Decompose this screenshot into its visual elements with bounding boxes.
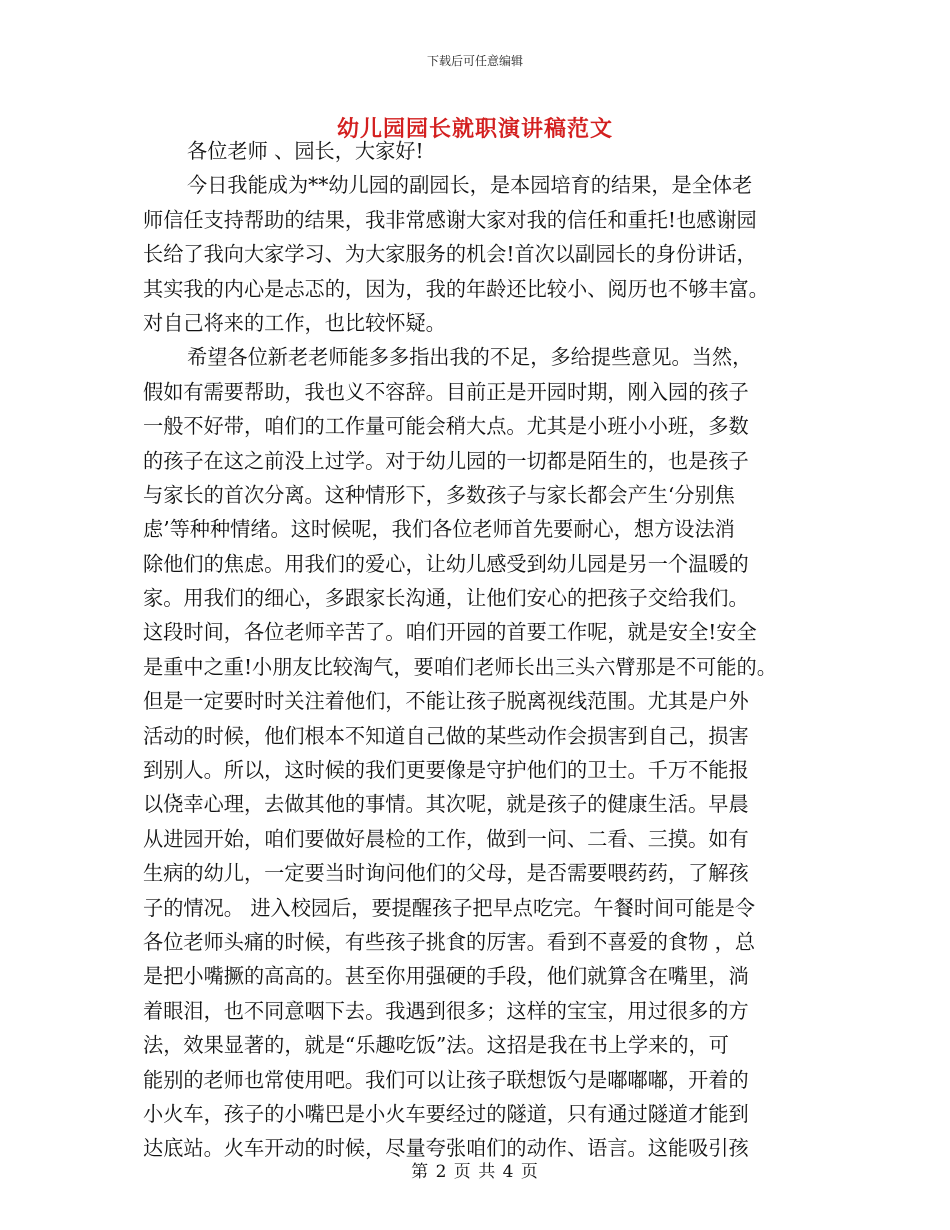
body-line: 各位老师头痛的时候，有些孩子挑食的厉害。看到不喜爱的食物 ，总: [143, 929, 756, 954]
body-line: 虑’等种种情绪。这时候呢，我们各位老师首先要耐心，想方设法消: [143, 517, 735, 542]
document-body: [143, 134, 823, 1166]
body-line: 活动的时候，他们根本不知道自己做的某些动作会损害到自己，损害: [143, 723, 749, 748]
body-line: 生病的幼儿，一定要当时询问他们的父母，是否需要喂药药，了解孩: [143, 861, 749, 886]
body-line: 法，效果显著的，就是“乐趣吃饭”法。这招是我在书上学来的，可: [143, 1033, 729, 1058]
body-line: 这段时间，各位老师辛苦了。咱们开园的首要工作呢，就是安全!安全: [143, 620, 757, 645]
body-line: 能别的老师也常使用吧。我们可以让孩子联想饭勺是嘟嘟嘟，开着的: [143, 1067, 749, 1092]
body-line: 今日我能成为**幼儿园的副园长，是本园培育的结果，是全体老: [187, 173, 753, 198]
page-header-note: 下载后可任意编辑: [426, 54, 523, 68]
body-line: 其实我的内心是忐忑的，因为，我的年龄还比较小、阅历也不够丰富。: [143, 276, 769, 301]
body-line: 假如有需要帮助，我也义不容辞。目前正是开园时期，刚入园的孩子: [143, 379, 749, 404]
body-line: 希望各位新老老师能多多指出我的不足，多给提些意见。当然，: [187, 345, 753, 370]
page-number-footer: 第 2 页 共 4 页: [411, 1162, 539, 1182]
body-line: 以侥幸心理，去做其他的事情。其次呢，就是孩子的健康生活。早晨: [143, 792, 749, 817]
body-line: 与家长的首次分离。这种情形下，多数孩子与家长都会产生‘分别焦: [143, 482, 735, 507]
body-line: 子的情况。 进入校园后，要提醒孩子把早点吃完。午餐时间可能是令: [143, 895, 756, 920]
body-line: 的孩子在这之前没上过学。对于幼儿园的一切都是陌生的，也是孩子: [143, 448, 749, 473]
body-line: 对自己将来的工作，也比较怀疑。: [143, 310, 446, 335]
body-line: 家。用我们的细心，多跟家长沟通，让他们安心的把孩子交给我们。: [143, 586, 749, 611]
body-line: 除他们的焦虑。用我们的爱心，让幼儿感受到幼儿园是另一个温暖的: [143, 551, 749, 576]
document-title: 幼儿园园长就职演讲稿范文: [336, 117, 613, 142]
body-line: 是重中之重!小朋友比较淘气，要咱们老师长出三头六臂那是不可能的。: [143, 654, 777, 679]
body-line: 长给了我向大家学习、为大家服务的机会!首次以副园长的身份讲话，: [143, 242, 757, 267]
body-line: 小火车，孩子的小嘴巴是小火车要经过的隧道，只有通过隧道才能到: [143, 1101, 749, 1126]
body-line: 达底站。火车开动的时候，尽量夸张咱们的动作、语言。这能吸引孩: [143, 1136, 749, 1161]
body-line: 各位老师 、园长，大家好!: [187, 139, 424, 163]
body-line: 是把小嘴撅的高高的。甚至你用强硬的手段，他们就算含在嘴里，淌: [143, 964, 749, 989]
body-line: 但是一定要时时关注着他们，不能让孩子脱离视线范围。尤其是户外: [143, 689, 749, 714]
body-line: 师信任支持帮助的结果，我非常感谢大家对我的信任和重托!也感谢园: [143, 207, 757, 232]
body-line: 一般不好带，咱们的工作量可能会稍大点。尤其是小班小小班，多数: [143, 414, 749, 439]
body-line: 着眼泪，也不同意咽下去。我遇到很多；这样的宝宝，用过很多的方: [143, 998, 749, 1023]
body-line: 从进园开始，咱们要做好晨检的工作，做到一问、二看、三摸。如有: [143, 826, 749, 851]
body-line: 到别人。所以，这时候的我们更要像是守护他们的卫士。千万不能报: [143, 758, 749, 783]
